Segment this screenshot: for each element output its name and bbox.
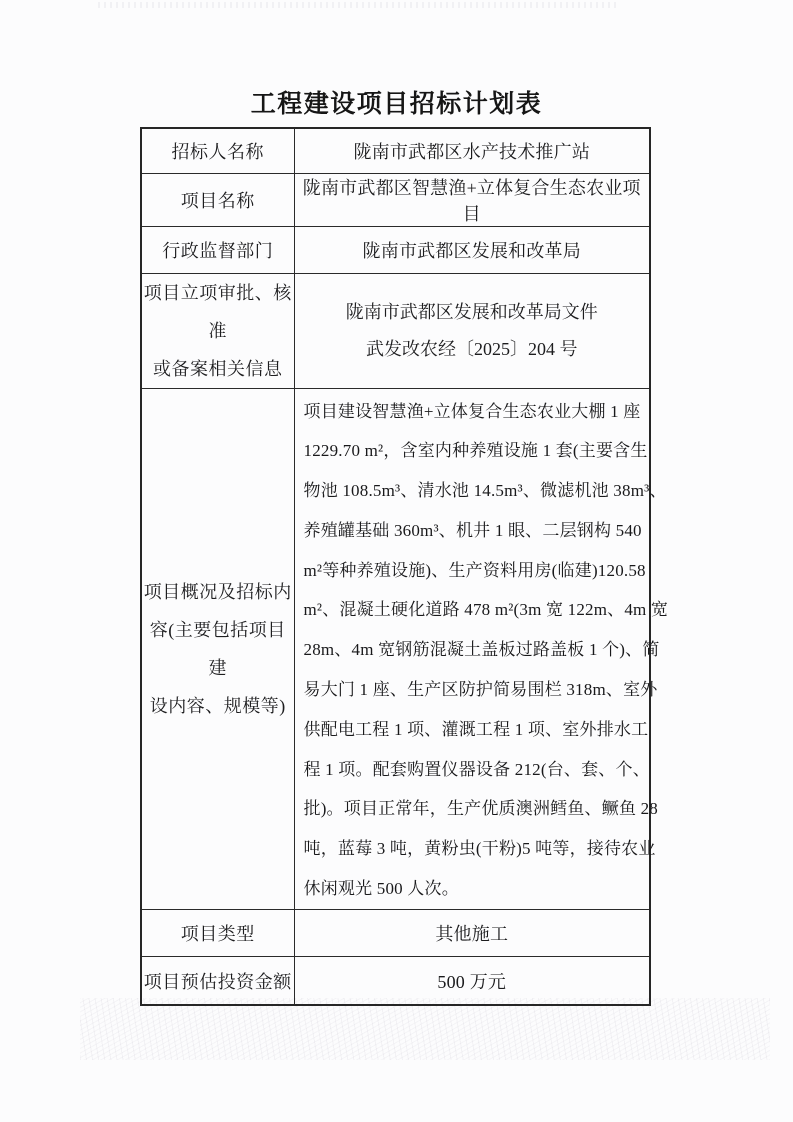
row-value-cell [294, 273, 650, 388]
label-lines [142, 274, 294, 388]
table-row-project-overview [141, 388, 650, 909]
text-line: 物池 108.5m³、清水池 14.5m³、微滤机池 38m³、 [303, 481, 667, 501]
text-line: 或备案相关信息 [153, 358, 283, 379]
text-line: 程 1 项。配套购置仪器设备 212(台、套、个、 [303, 759, 650, 779]
scan-artifact-bottom [80, 998, 770, 1060]
text-line: 养殖罐基础 360m³、机井 1 眼、二层钢构 540 [303, 520, 642, 540]
row-value-cell: 500 万元 [294, 956, 650, 1005]
table-row-project-name [141, 173, 650, 226]
row-label-cell: 项目类型 [141, 909, 294, 956]
text-line: m²等种养殖设施)、生产资料用房(临建)120.58 [303, 560, 646, 580]
text-line: 陇南市武都区发展和改革局文件 [345, 301, 598, 322]
text-line: 项目概况及招标内 [143, 581, 292, 602]
row-label-cell: 行政监督部门 [141, 226, 294, 273]
row-label-cell [141, 273, 294, 388]
label-lines [142, 573, 294, 725]
text-line: 项目立项审批、核准 [143, 282, 292, 341]
table-row-bidder-name [141, 128, 650, 173]
row-value-cell: 陇南市武都区水产技术推广站 [294, 128, 650, 173]
bidding-plan-table [140, 127, 669, 1006]
text-line: 28m、4m 宽钢筋混凝土盖板过路盖板 1 个)、简 [303, 640, 660, 660]
text-line: 休闲观光 500 人次。 [303, 879, 459, 899]
text-line: m²、混凝土硬化道路 478 m²(3m 宽 122m、4m 宽 [303, 600, 669, 620]
row-value-cell: 其他施工 [294, 909, 650, 956]
text-line: 吨，蓝莓 3 吨，黄粉虫(干粉)5 吨等，接待农业 [303, 839, 656, 859]
scan-artifact-top [98, 2, 618, 8]
text-line: 易大门 1 座、生产区防护简易围栏 318m、室外 [303, 680, 658, 700]
row-label-cell: 项目预估投资金额 [141, 956, 294, 1005]
value-lines [295, 294, 650, 368]
table-row-approval-info [141, 273, 650, 388]
row-value-cell [294, 388, 669, 909]
text-line: 武发改农经〔2025〕204 号 [366, 338, 578, 359]
text-line: 设内容、规模等) [149, 695, 286, 716]
text-line: 容(主要包括项目建 [149, 619, 286, 678]
row-label-cell: 招标人名称 [141, 128, 294, 173]
text-line: 1229.70 m²，含室内种养殖设施 1 套(主要含生 [303, 441, 648, 461]
row-label-cell: 项目名称 [141, 173, 294, 226]
text-line: 项目建设智慧渔+立体复合生态农业大棚 1 座 [303, 401, 641, 421]
overview-paragraph [295, 389, 669, 909]
text-line: 供配电工程 1 项、灌溉工程 1 项、室外排水工 [303, 719, 649, 739]
table-row-project-type [141, 909, 650, 956]
row-value-cell: 陇南市武都区智慧渔+立体复合生态农业项目 [294, 173, 650, 226]
row-value-cell: 陇南市武都区发展和改革局 [294, 226, 650, 273]
table-row-estimated-investment [141, 956, 650, 1005]
page-title: 工程建设项目招标计划表 [250, 90, 543, 118]
text-line: 批)。项目正常年，生产优质澳洲鳕鱼、鳜鱼 28 [303, 799, 659, 819]
table-row-supervision-dept [141, 226, 650, 273]
row-label-cell [141, 388, 294, 909]
